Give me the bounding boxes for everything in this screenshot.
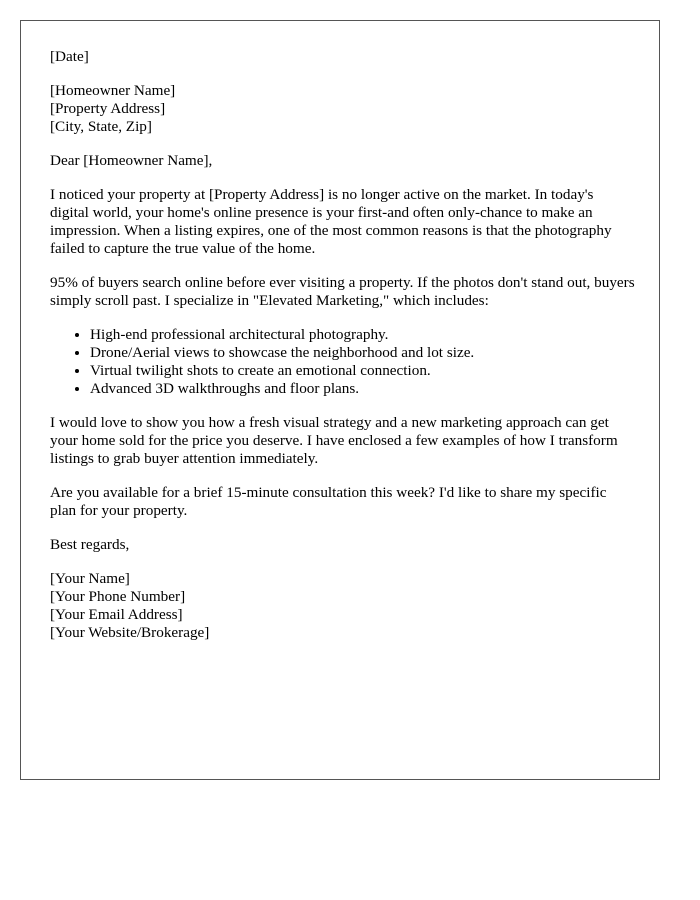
signature-name: [Your Name] [50, 570, 130, 587]
recipient-city-state-zip: [City, State, Zip] [50, 118, 152, 135]
feature-list-item: • Drone/Aerial views to showcase the neighborhood and lot size. [90, 344, 635, 362]
buyers-paragraph: 95% of buyers search online before ever visiting a property. If the photos don't stand out, buyers simply scroll past. I specialize in "Elevated Marketing," which includes: [50, 274, 635, 309]
signature-block [50, 570, 635, 642]
salutation: Dear [Homeowner Name], [50, 152, 213, 169]
closing: Best regards, [50, 536, 130, 553]
signature-website: [Your Website/Brokerage] [50, 624, 210, 641]
date-line: [Date] [50, 48, 89, 65]
letter-body [50, 48, 635, 658]
recipient-address: [Property Address] [50, 100, 166, 117]
letter-frame [20, 20, 660, 780]
feature-list [50, 326, 635, 398]
consultation-paragraph: Are you available for a brief 15-minute consultation this week? I'd like to share my specific plan for your property. [50, 484, 607, 519]
feature-list-item: • Advanced 3D walkthroughs and floor plans. [90, 380, 635, 398]
recipient-address-block [50, 82, 635, 136]
feature-list-item: • Virtual twilight shots to create an emotional connection. [90, 362, 635, 380]
feature-list-item: • High-end professional architectural photography. [90, 326, 635, 344]
strategy-paragraph: I would love to show you how a fresh visual strategy and a new marketing approach can get your home sold for the price you deserve. I have enclosed a few examples of how I transform listings to grab buyer attention immediately. [50, 414, 618, 467]
signature-phone: [Your Phone Number] [50, 588, 186, 605]
recipient-name: [Homeowner Name] [50, 82, 176, 99]
signature-email: [Your Email Address] [50, 606, 183, 623]
intro-paragraph: I noticed your property at [Property Address] is no longer active on the market. In today's digital world, your home's online presence is your first-and often only-chance to make an impression. When a listing expires, one of the most common reasons is that the photography failed to capture the true value of the home. [50, 186, 612, 257]
